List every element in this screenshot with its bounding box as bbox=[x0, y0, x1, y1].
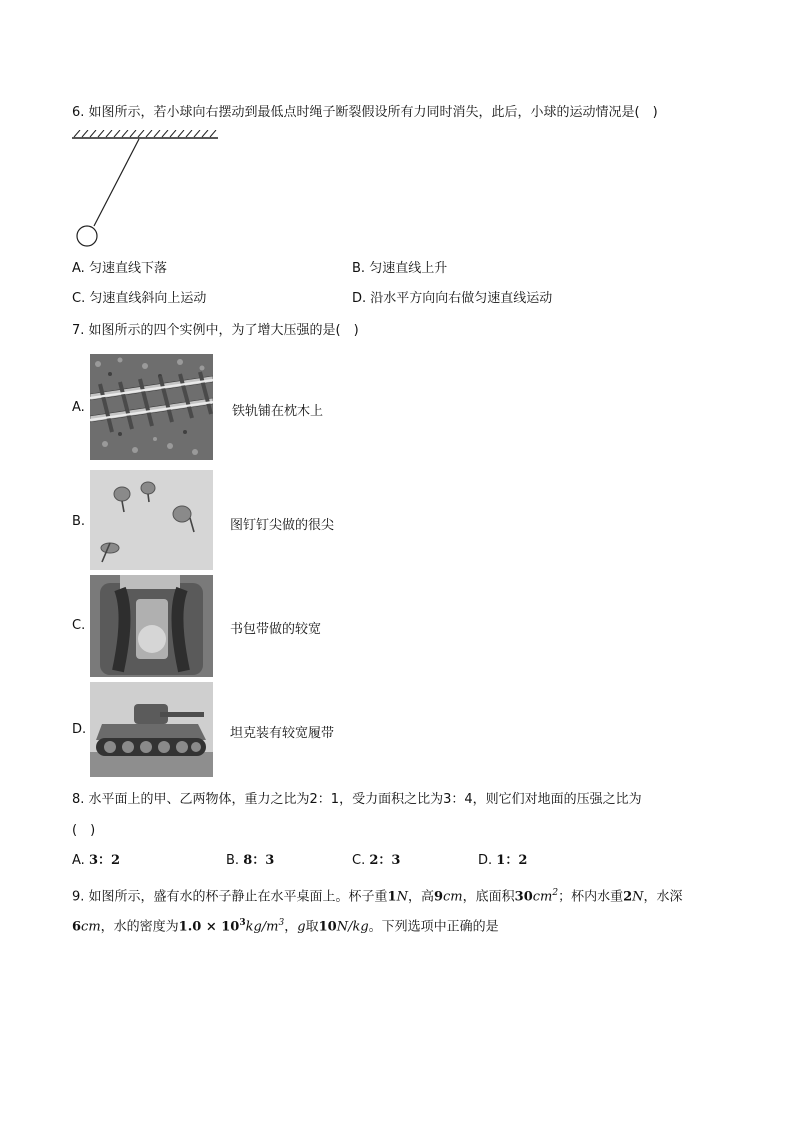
backpack-photo bbox=[90, 575, 213, 677]
q9-unit: N/kg bbox=[336, 919, 369, 935]
q7-stem: 7. 如图所示的四个实例中，为了增大压强的是( ) bbox=[72, 323, 359, 338]
q7-option-d-text[interactable]: 坦克装有较宽履带 bbox=[230, 726, 335, 741]
option-text: 匀速直线下落 bbox=[88, 261, 167, 276]
pendulum-figure bbox=[72, 130, 222, 250]
q9-stem-line2 bbox=[72, 913, 499, 937]
pendulum-ball bbox=[77, 226, 97, 246]
q9-text: ，水深 bbox=[643, 889, 683, 905]
option-text: 匀速直线斜向上运动 bbox=[89, 291, 207, 306]
q9-text: ，底面积 bbox=[462, 889, 515, 905]
option-letter: C. bbox=[352, 853, 366, 868]
option-letter: A. bbox=[72, 853, 85, 868]
q9-unit: cm bbox=[81, 919, 101, 935]
q6-option-d[interactable] bbox=[352, 289, 552, 309]
q9-cup-weight: 1 bbox=[387, 889, 397, 905]
q9-stem-line1 bbox=[72, 883, 683, 907]
q9-water-weight: 2 bbox=[623, 889, 633, 905]
option-letter: A. bbox=[72, 261, 85, 276]
q9-density: 1.0 × 10 bbox=[178, 919, 240, 935]
q9-unit: cm bbox=[443, 889, 463, 905]
option-text: 1：2 bbox=[496, 853, 528, 868]
option-letter: D. bbox=[478, 853, 493, 868]
q9-gravity-symbol: g bbox=[297, 919, 306, 935]
q9-cup-height: 9 bbox=[433, 889, 444, 905]
q9-exponent: 2 bbox=[552, 888, 559, 898]
q9-text: 取 bbox=[305, 919, 319, 935]
q8-stem-line2: ( ) bbox=[72, 823, 96, 838]
q7-option-c-letter[interactable]: C. bbox=[72, 618, 86, 633]
q9-text: 9. 如图所示，盛有水的杯子静止在水平桌面上。杯子重 bbox=[72, 889, 388, 905]
q9-base-area: 30 bbox=[514, 889, 533, 905]
tank-photo bbox=[90, 682, 213, 777]
q9-text: ，水的密度为 bbox=[100, 919, 179, 935]
q8-stem-line1: 8. 水平面上的甲、乙两物体，重力之比为2：1，受力面积之比为3：4，则它们对地面的压强之比为 bbox=[72, 792, 642, 807]
q7-option-d-letter[interactable]: D. bbox=[72, 722, 87, 737]
pendulum-string bbox=[94, 139, 139, 226]
q9-exponent: 3 bbox=[239, 918, 246, 928]
q6-option-a[interactable] bbox=[72, 259, 167, 279]
q9-unit: kg/m bbox=[245, 919, 279, 935]
q7-option-a-letter[interactable]: A. bbox=[72, 400, 85, 415]
q9-unit: N bbox=[396, 889, 408, 905]
q9-gravity-value: 10 bbox=[318, 919, 337, 935]
option-letter: B. bbox=[226, 853, 240, 868]
option-letter: B. bbox=[352, 261, 366, 276]
q7-option-b-text[interactable]: 图钉钉尖做的很尖 bbox=[230, 518, 335, 533]
q9-water-depth: 6 bbox=[72, 919, 82, 935]
q6-option-c[interactable] bbox=[72, 289, 206, 309]
q9-text: ；杯内水重 bbox=[558, 889, 624, 905]
q9-text: ，高 bbox=[407, 889, 434, 905]
q7-option-c-text[interactable]: 书包带做的较宽 bbox=[230, 622, 322, 637]
option-text: 8：3 bbox=[243, 853, 275, 868]
q9-unit: N bbox=[632, 889, 644, 905]
q7-option-b-letter[interactable]: B. bbox=[72, 514, 86, 529]
option-text: 3：2 bbox=[88, 853, 121, 868]
q9-text: 。下列选项中正确的是 bbox=[368, 919, 499, 935]
q7-option-a-text[interactable]: 铁轨铺在枕木上 bbox=[232, 404, 324, 419]
q9-text: ， bbox=[284, 919, 298, 935]
q8-option-a[interactable] bbox=[72, 851, 120, 871]
thumbtack-photo bbox=[90, 470, 213, 570]
q8-option-c[interactable] bbox=[352, 851, 400, 871]
q6-option-b[interactable] bbox=[352, 259, 447, 279]
option-text: 沿水平方向向右做匀速直线运动 bbox=[370, 291, 553, 306]
q8-option-b[interactable] bbox=[226, 851, 274, 871]
q8-option-d[interactable] bbox=[478, 851, 527, 871]
railway-photo bbox=[90, 354, 213, 460]
q6-stem: 6. 如图所示，若小球向右摆动到最低点时绳子断裂假设所有力同时消失，此后，小球的运动情况是( ) bbox=[72, 105, 658, 120]
option-text: 匀速直线上升 bbox=[369, 261, 448, 276]
option-letter: C. bbox=[72, 291, 86, 306]
option-letter: D. bbox=[352, 291, 367, 306]
option-text: 2：3 bbox=[369, 853, 401, 868]
q9-unit: cm bbox=[532, 889, 553, 905]
q9-exponent: 3 bbox=[278, 918, 285, 928]
